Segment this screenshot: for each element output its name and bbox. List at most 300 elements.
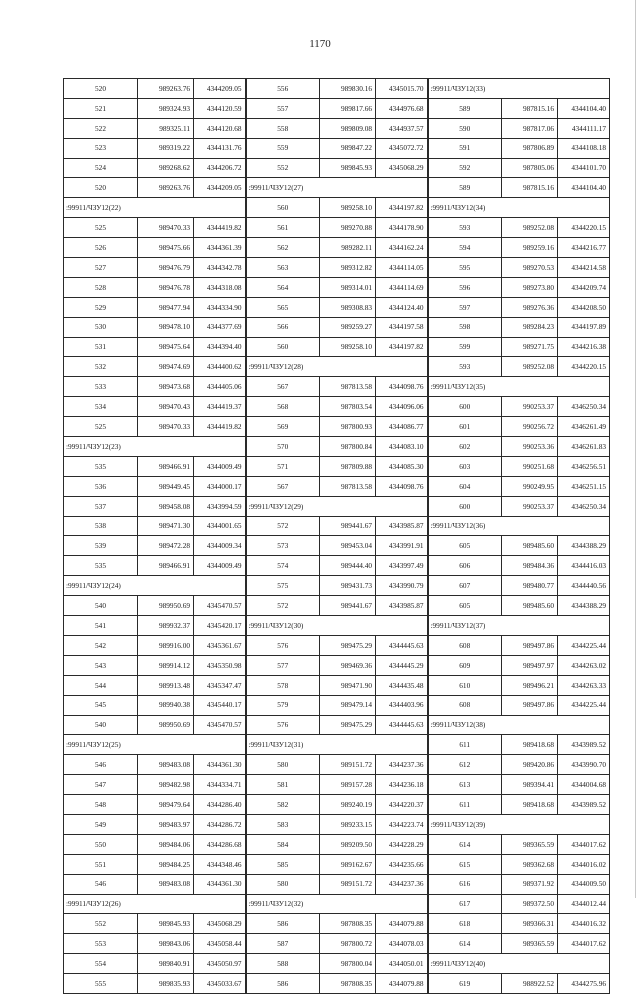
x-coordinate: 987808.35 — [320, 914, 376, 934]
y-coordinate: 4346251.15 — [558, 476, 610, 496]
table-row — [64, 218, 610, 238]
y-coordinate: 4344114.05 — [376, 258, 428, 278]
point-number: 607 — [428, 576, 502, 596]
y-coordinate: 4344394.40 — [194, 337, 246, 357]
table-row — [64, 894, 610, 914]
point-number: 563 — [246, 258, 320, 278]
point-number: 600 — [428, 397, 502, 417]
y-coordinate: 4345420.17 — [194, 616, 246, 636]
x-coordinate: 987806.89 — [502, 138, 558, 158]
x-coordinate: 989473.68 — [138, 377, 194, 397]
point-number: 561 — [246, 218, 320, 238]
x-coordinate: 987805.06 — [502, 158, 558, 178]
parcel-label: :99911/ЧЗУ12(30) — [246, 616, 428, 636]
point-number: 598 — [428, 317, 502, 337]
coordinates-table — [63, 78, 610, 994]
y-coordinate: 4344223.74 — [376, 814, 428, 834]
point-number: 605 — [428, 596, 502, 616]
y-coordinate: 4344079.88 — [376, 914, 428, 934]
x-coordinate: 989273.80 — [502, 277, 558, 297]
table-row — [64, 476, 610, 496]
y-coordinate: 4344220.37 — [376, 795, 428, 815]
x-coordinate: 989950.69 — [138, 715, 194, 735]
table-row — [64, 854, 610, 874]
x-coordinate: 989476.78 — [138, 277, 194, 297]
table-row — [64, 357, 610, 377]
point-number: 540 — [64, 596, 138, 616]
point-number: 532 — [64, 357, 138, 377]
point-number: 527 — [64, 258, 138, 278]
x-coordinate: 989458.08 — [138, 496, 194, 516]
point-number: 541 — [64, 616, 138, 636]
y-coordinate: 4343994.59 — [194, 496, 246, 516]
parcel-label: :99911/ЧЗУ12(22) — [64, 198, 246, 218]
y-coordinate: 4344206.72 — [194, 158, 246, 178]
point-number: 546 — [64, 755, 138, 775]
point-number: 544 — [64, 675, 138, 695]
x-coordinate: 989940.38 — [138, 695, 194, 715]
y-coordinate: 4344017.62 — [558, 934, 610, 954]
y-coordinate: 4344334.90 — [194, 297, 246, 317]
table-row — [64, 755, 610, 775]
x-coordinate: 989809.08 — [320, 118, 376, 138]
x-coordinate: 990256.72 — [502, 417, 558, 437]
point-number: 582 — [246, 795, 320, 815]
x-coordinate: 989444.40 — [320, 556, 376, 576]
x-coordinate: 989441.67 — [320, 516, 376, 536]
x-coordinate: 989362.68 — [502, 854, 558, 874]
point-number: 581 — [246, 775, 320, 795]
x-coordinate: 989209.50 — [320, 834, 376, 854]
point-number: 614 — [428, 834, 502, 854]
point-number: 604 — [428, 476, 502, 496]
y-coordinate: 4345050.97 — [194, 954, 246, 974]
point-number: 570 — [246, 437, 320, 457]
x-coordinate: 989365.59 — [502, 834, 558, 854]
x-coordinate: 989913.48 — [138, 675, 194, 695]
x-coordinate: 989484.36 — [502, 556, 558, 576]
table-row — [64, 914, 610, 934]
y-coordinate: 4344361.39 — [194, 238, 246, 258]
x-coordinate: 989847.22 — [320, 138, 376, 158]
table-row — [64, 974, 610, 994]
table-row — [64, 576, 610, 596]
point-number: 562 — [246, 238, 320, 258]
y-coordinate: 4344220.15 — [558, 357, 610, 377]
parcel-label: :99911/ЧЗУ12(35) — [428, 377, 610, 397]
x-coordinate: 989259.16 — [502, 238, 558, 258]
point-number: 580 — [246, 874, 320, 894]
x-coordinate: 987800.72 — [320, 934, 376, 954]
x-coordinate: 989845.93 — [138, 914, 194, 934]
point-number: 619 — [428, 974, 502, 994]
point-number: 595 — [428, 258, 502, 278]
y-coordinate: 4344209.05 — [194, 178, 246, 198]
y-coordinate: 4344104.40 — [558, 98, 610, 118]
parcel-label: :99911/ЧЗУ12(38) — [428, 715, 610, 735]
y-coordinate: 4344440.56 — [558, 576, 610, 596]
table-row — [64, 98, 610, 118]
x-coordinate: 989453.04 — [320, 536, 376, 556]
table-row — [64, 437, 610, 457]
y-coordinate: 4344098.76 — [376, 377, 428, 397]
y-coordinate: 4345440.17 — [194, 695, 246, 715]
y-coordinate: 4345350.98 — [194, 655, 246, 675]
x-coordinate: 989470.43 — [138, 397, 194, 417]
table-row — [64, 377, 610, 397]
x-coordinate: 989276.36 — [502, 297, 558, 317]
x-coordinate: 989497.86 — [502, 635, 558, 655]
x-coordinate: 989830.16 — [320, 79, 376, 99]
y-coordinate: 4344445.29 — [376, 655, 428, 675]
table-row — [64, 596, 610, 616]
table-row — [64, 138, 610, 158]
y-coordinate: 4346250.34 — [558, 496, 610, 516]
point-number: 618 — [428, 914, 502, 934]
x-coordinate: 989258.10 — [320, 198, 376, 218]
x-coordinate: 987815.16 — [502, 98, 558, 118]
point-number: 589 — [428, 178, 502, 198]
point-number: 526 — [64, 238, 138, 258]
y-coordinate: 4344348.46 — [194, 854, 246, 874]
x-coordinate: 990251.68 — [502, 456, 558, 476]
x-coordinate: 989474.69 — [138, 357, 194, 377]
point-number: 579 — [246, 695, 320, 715]
y-coordinate: 4344419.82 — [194, 417, 246, 437]
x-coordinate: 989162.67 — [320, 854, 376, 874]
x-coordinate: 989431.73 — [320, 576, 376, 596]
y-coordinate: 4344236.18 — [376, 775, 428, 795]
y-coordinate: 4343990.79 — [376, 576, 428, 596]
y-coordinate: 4344225.44 — [558, 695, 610, 715]
x-coordinate: 987815.16 — [502, 178, 558, 198]
y-coordinate: 4344419.37 — [194, 397, 246, 417]
y-coordinate: 4344209.74 — [558, 277, 610, 297]
table-row — [64, 635, 610, 655]
x-coordinate: 989449.45 — [138, 476, 194, 496]
point-number: 603 — [428, 456, 502, 476]
point-number: 586 — [246, 914, 320, 934]
y-coordinate: 4344275.96 — [558, 974, 610, 994]
x-coordinate: 989365.59 — [502, 934, 558, 954]
y-coordinate: 4344016.02 — [558, 854, 610, 874]
x-coordinate: 989420.86 — [502, 755, 558, 775]
y-coordinate: 4344228.29 — [376, 834, 428, 854]
table-row — [64, 397, 610, 417]
table-row — [64, 258, 610, 278]
point-number: 589 — [428, 98, 502, 118]
x-coordinate: 989483.97 — [138, 814, 194, 834]
x-coordinate: 989914.12 — [138, 655, 194, 675]
y-coordinate: 4346250.34 — [558, 397, 610, 417]
x-coordinate: 989441.67 — [320, 596, 376, 616]
x-coordinate: 989843.06 — [138, 934, 194, 954]
point-number: 534 — [64, 397, 138, 417]
point-number: 576 — [246, 715, 320, 735]
point-number: 557 — [246, 98, 320, 118]
x-coordinate: 989478.10 — [138, 317, 194, 337]
y-coordinate: 4344286.40 — [194, 795, 246, 815]
point-number: 597 — [428, 297, 502, 317]
y-coordinate: 4344120.59 — [194, 98, 246, 118]
x-coordinate: 989268.62 — [138, 158, 194, 178]
y-coordinate: 4345015.70 — [376, 79, 428, 99]
point-number: 555 — [64, 974, 138, 994]
x-coordinate: 989480.77 — [502, 576, 558, 596]
y-coordinate: 4344445.63 — [376, 635, 428, 655]
x-coordinate: 987800.04 — [320, 954, 376, 974]
y-coordinate: 4344111.17 — [558, 118, 610, 138]
point-number: 578 — [246, 675, 320, 695]
x-coordinate: 989932.37 — [138, 616, 194, 636]
table-row — [64, 675, 610, 695]
y-coordinate: 4344009.49 — [194, 556, 246, 576]
y-coordinate: 4344334.71 — [194, 775, 246, 795]
table-row — [64, 874, 610, 894]
table-row — [64, 795, 610, 815]
point-number: 552 — [64, 914, 138, 934]
y-coordinate: 4344209.05 — [194, 79, 246, 99]
point-number: 558 — [246, 118, 320, 138]
x-coordinate: 989950.69 — [138, 596, 194, 616]
y-coordinate: 4344009.50 — [558, 874, 610, 894]
y-coordinate: 4343997.49 — [376, 556, 428, 576]
point-number: 585 — [246, 854, 320, 874]
point-number: 587 — [246, 934, 320, 954]
x-coordinate: 989835.93 — [138, 974, 194, 994]
point-number: 615 — [428, 854, 502, 874]
y-coordinate: 4344004.68 — [558, 775, 610, 795]
point-number: 590 — [428, 118, 502, 138]
point-number: 599 — [428, 337, 502, 357]
point-number: 535 — [64, 556, 138, 576]
point-number: 591 — [428, 138, 502, 158]
point-number: 552 — [246, 158, 320, 178]
y-coordinate: 4344131.76 — [194, 138, 246, 158]
y-coordinate: 4345068.29 — [194, 914, 246, 934]
x-coordinate: 990253.36 — [502, 437, 558, 457]
x-coordinate: 989418.68 — [502, 735, 558, 755]
y-coordinate: 4344016.32 — [558, 914, 610, 934]
y-coordinate: 4343985.87 — [376, 596, 428, 616]
x-coordinate: 989475.29 — [320, 715, 376, 735]
y-coordinate: 4346261.49 — [558, 417, 610, 437]
parcel-label: :99911/ЧЗУ12(39) — [428, 814, 610, 834]
x-coordinate: 989325.11 — [138, 118, 194, 138]
point-number: 556 — [246, 79, 320, 99]
table-row — [64, 834, 610, 854]
point-number: 568 — [246, 397, 320, 417]
y-coordinate: 4344009.49 — [194, 456, 246, 476]
y-coordinate: 4344976.68 — [376, 98, 428, 118]
y-coordinate: 4344096.06 — [376, 397, 428, 417]
scan-edge — [635, 0, 636, 898]
x-coordinate: 988922.52 — [502, 974, 558, 994]
y-coordinate: 4345361.67 — [194, 635, 246, 655]
x-coordinate: 989470.33 — [138, 218, 194, 238]
point-number: 572 — [246, 516, 320, 536]
y-coordinate: 4344220.15 — [558, 218, 610, 238]
point-number: 529 — [64, 297, 138, 317]
y-coordinate: 4344361.30 — [194, 874, 246, 894]
x-coordinate: 989497.97 — [502, 655, 558, 675]
y-coordinate: 4344114.69 — [376, 277, 428, 297]
table-row — [64, 516, 610, 536]
point-number: 567 — [246, 377, 320, 397]
y-coordinate: 4344012.44 — [558, 894, 610, 914]
x-coordinate: 990253.37 — [502, 397, 558, 417]
point-number: 565 — [246, 297, 320, 317]
point-number: 592 — [428, 158, 502, 178]
y-coordinate: 4344937.57 — [376, 118, 428, 138]
table-row — [64, 118, 610, 138]
y-coordinate: 4344263.02 — [558, 655, 610, 675]
x-coordinate: 989366.31 — [502, 914, 558, 934]
point-number: 609 — [428, 655, 502, 675]
y-coordinate: 4344124.40 — [376, 297, 428, 317]
x-coordinate: 989466.91 — [138, 556, 194, 576]
parcel-label: :99911/ЧЗУ12(32) — [246, 894, 428, 914]
x-coordinate: 987800.84 — [320, 437, 376, 457]
point-number: 538 — [64, 516, 138, 536]
y-coordinate: 4344286.68 — [194, 834, 246, 854]
y-coordinate: 4344318.08 — [194, 277, 246, 297]
y-coordinate: 4345033.67 — [194, 974, 246, 994]
y-coordinate: 4346256.51 — [558, 456, 610, 476]
table-row — [64, 735, 610, 755]
x-coordinate: 989485.60 — [502, 596, 558, 616]
table-row — [64, 277, 610, 297]
table-row — [64, 178, 610, 198]
x-coordinate: 990249.95 — [502, 476, 558, 496]
y-coordinate: 4343990.70 — [558, 755, 610, 775]
x-coordinate: 989319.22 — [138, 138, 194, 158]
y-coordinate: 4344120.68 — [194, 118, 246, 138]
point-number: 533 — [64, 377, 138, 397]
x-coordinate: 989308.83 — [320, 297, 376, 317]
y-coordinate: 4344225.44 — [558, 635, 610, 655]
point-number: 611 — [428, 795, 502, 815]
point-number: 522 — [64, 118, 138, 138]
table-row — [64, 556, 610, 576]
y-coordinate: 4344078.03 — [376, 934, 428, 954]
table-row — [64, 814, 610, 834]
x-coordinate: 989469.36 — [320, 655, 376, 675]
x-coordinate: 989484.06 — [138, 834, 194, 854]
y-coordinate: 4346261.83 — [558, 437, 610, 457]
point-number: 605 — [428, 536, 502, 556]
point-number: 543 — [64, 655, 138, 675]
point-number: 573 — [246, 536, 320, 556]
y-coordinate: 4345072.72 — [376, 138, 428, 158]
parcel-label: :99911/ЧЗУ12(26) — [64, 894, 246, 914]
x-coordinate: 990253.37 — [502, 496, 558, 516]
point-number: 550 — [64, 834, 138, 854]
x-coordinate: 987813.58 — [320, 476, 376, 496]
table-row — [64, 198, 610, 218]
point-number: 553 — [64, 934, 138, 954]
point-number: 530 — [64, 317, 138, 337]
x-coordinate: 989496.21 — [502, 675, 558, 695]
y-coordinate: 4343989.52 — [558, 795, 610, 815]
point-number: 576 — [246, 635, 320, 655]
parcel-label: :99911/ЧЗУ12(40) — [428, 954, 610, 974]
point-number: 531 — [64, 337, 138, 357]
table-row — [64, 317, 610, 337]
x-coordinate: 989314.01 — [320, 277, 376, 297]
point-number: 520 — [64, 79, 138, 99]
x-coordinate: 989475.29 — [320, 635, 376, 655]
x-coordinate: 989157.28 — [320, 775, 376, 795]
y-coordinate: 4343989.52 — [558, 735, 610, 755]
point-number: 614 — [428, 934, 502, 954]
point-number: 586 — [246, 974, 320, 994]
table-row — [64, 715, 610, 735]
y-coordinate: 4345068.29 — [376, 158, 428, 178]
point-number: 616 — [428, 874, 502, 894]
point-number: 520 — [64, 178, 138, 198]
y-coordinate: 4344377.69 — [194, 317, 246, 337]
parcel-label: :99911/ЧЗУ12(27) — [246, 178, 428, 198]
point-number: 528 — [64, 277, 138, 297]
point-number: 537 — [64, 496, 138, 516]
y-coordinate: 4344403.96 — [376, 695, 428, 715]
point-number: 567 — [246, 476, 320, 496]
y-coordinate: 4344361.30 — [194, 755, 246, 775]
x-coordinate: 989394.41 — [502, 775, 558, 795]
point-number: 617 — [428, 894, 502, 914]
point-number: 588 — [246, 954, 320, 974]
y-coordinate: 4343991.91 — [376, 536, 428, 556]
y-coordinate: 4344079.88 — [376, 974, 428, 994]
table-row — [64, 616, 610, 636]
point-number: 601 — [428, 417, 502, 437]
x-coordinate: 989151.72 — [320, 755, 376, 775]
y-coordinate: 4344286.72 — [194, 814, 246, 834]
y-coordinate: 4345058.44 — [194, 934, 246, 954]
point-number: 572 — [246, 596, 320, 616]
x-coordinate: 989258.10 — [320, 337, 376, 357]
x-coordinate: 989817.66 — [320, 98, 376, 118]
point-number: 521 — [64, 98, 138, 118]
table-row — [64, 297, 610, 317]
y-coordinate: 4344237.36 — [376, 755, 428, 775]
y-coordinate: 4344197.82 — [376, 337, 428, 357]
x-coordinate: 989484.25 — [138, 854, 194, 874]
x-coordinate: 989475.64 — [138, 337, 194, 357]
point-number: 524 — [64, 158, 138, 178]
x-coordinate: 989263.76 — [138, 178, 194, 198]
table-row — [64, 536, 610, 556]
parcel-label: :99911/ЧЗУ12(24) — [64, 576, 246, 596]
x-coordinate: 989271.75 — [502, 337, 558, 357]
y-coordinate: 4344197.89 — [558, 317, 610, 337]
x-coordinate: 989476.79 — [138, 258, 194, 278]
y-coordinate: 4344083.10 — [376, 437, 428, 457]
point-number: 574 — [246, 556, 320, 576]
y-coordinate: 4344197.58 — [376, 317, 428, 337]
y-coordinate: 4344098.76 — [376, 476, 428, 496]
y-coordinate: 4344216.77 — [558, 238, 610, 258]
point-number: 525 — [64, 417, 138, 437]
point-number: 606 — [428, 556, 502, 576]
point-number: 545 — [64, 695, 138, 715]
point-number: 536 — [64, 476, 138, 496]
parcel-label: :99911/ЧЗУ12(36) — [428, 516, 610, 536]
parcel-label: :99911/ЧЗУ12(23) — [64, 437, 246, 457]
y-coordinate: 4345470.57 — [194, 596, 246, 616]
table-row — [64, 655, 610, 675]
